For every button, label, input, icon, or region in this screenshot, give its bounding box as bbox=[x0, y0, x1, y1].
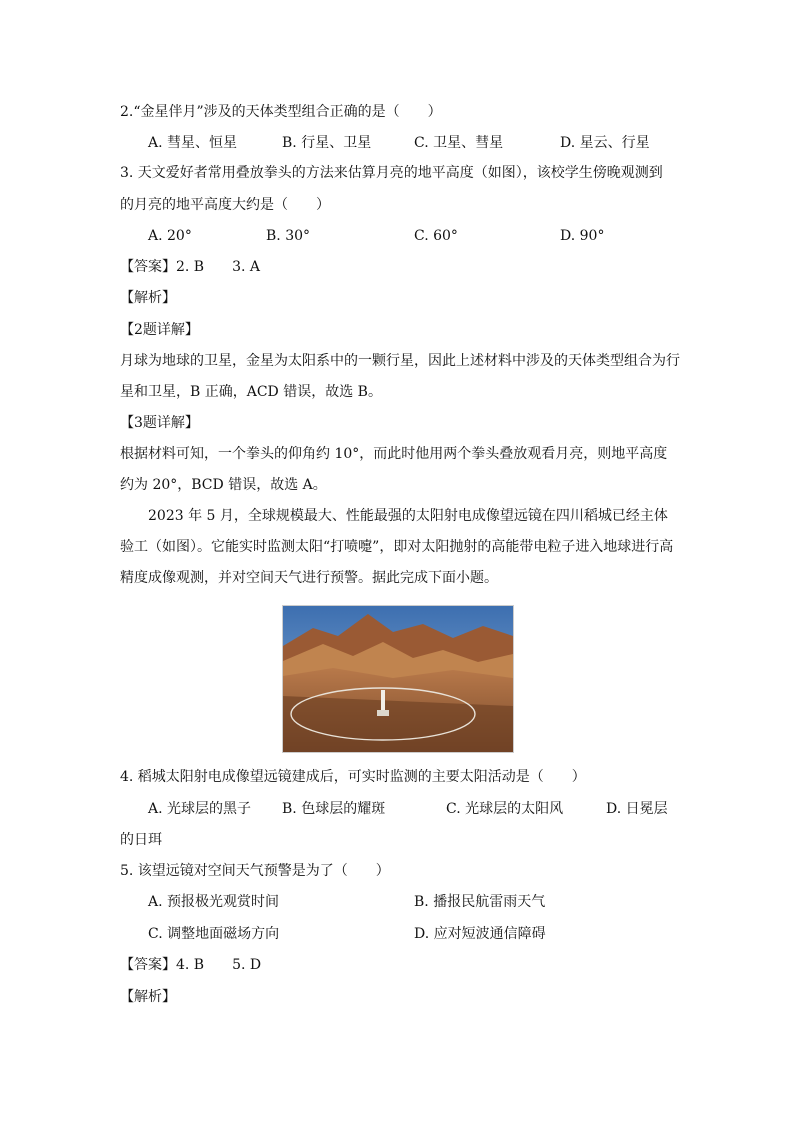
q5-option-c: C. 调整地面磁场方向 bbox=[148, 926, 280, 942]
detail-3-text: 根据材料可知，一个拳头的仰角约 10°，而此时他用两个拳头叠放观看月亮，则地平高度约为 20°，BCD 错误，故选 A。 bbox=[120, 446, 668, 493]
q3-stem-line2: 的月亮的地平高度大约是（ ） bbox=[120, 197, 330, 213]
q4-option-a: A. 光球层的黑子 bbox=[148, 801, 252, 817]
q2-option-c: C. 卫星、彗星 bbox=[414, 135, 504, 151]
answer-2-3: 【答案】2. B 3. A bbox=[120, 259, 261, 275]
q3-option-a: A. 20° bbox=[148, 228, 192, 244]
q5-stem: 5. 该望远镜对空间天气预警是为了（ ） bbox=[120, 863, 390, 879]
q2-stem: 2.“金星伴月”涉及的天体类型组合正确的是（ ） bbox=[120, 104, 442, 120]
q2-option-a: A. 彗星、恒星 bbox=[148, 135, 238, 151]
q5-option-d: D. 应对短波通信障碍 bbox=[414, 926, 546, 942]
analysis-heading-2: 【解析】 bbox=[120, 989, 176, 1005]
q4-stem: 4. 稻城太阳射电成像望远镜建成后，可实时监测的主要太阳活动是（ ） bbox=[120, 769, 586, 785]
detail-2-heading: 【2题详解】 bbox=[120, 322, 199, 338]
detail-2-text: 月球为地球的卫星，金星为太阳系中的一颗行星，因此上述材料中涉及的天体类型组合为行星和卫星，B 正确，ACD 错误，故选 B。 bbox=[120, 353, 680, 400]
q4-option-d-wrap: 的日珥 bbox=[120, 832, 162, 848]
material-paragraph: 2023 年 5 月，全球规模最大、性能最强的太阳射电成像望远镜在四川稻城已经主体验工（如图）。它能实时监测太阳“打喷嚏”，即对太阳抛射的高能带电粒子进入地球进行高精度成像观测，并对空间天气进行预警。据此完成下面小题。 bbox=[120, 508, 674, 586]
q5-option-b: B. 播报民航雷雨天气 bbox=[414, 894, 546, 910]
analysis-heading-1: 【解析】 bbox=[120, 290, 176, 306]
q5-option-a: A. 预报极光观赏时间 bbox=[148, 894, 280, 910]
q3-option-c: C. 60° bbox=[414, 228, 458, 244]
telescope-photo bbox=[282, 605, 514, 753]
q2-option-b: B. 行星、卫星 bbox=[282, 135, 372, 151]
q2-option-d: D. 星云、行星 bbox=[560, 135, 650, 151]
q3-option-b: B. 30° bbox=[266, 228, 311, 244]
answer-4-5: 【答案】4. B 5. D bbox=[120, 957, 262, 973]
detail-3-heading: 【3题详解】 bbox=[120, 415, 199, 431]
q3-stem-line1: 3. 天文爱好者常用叠放拳头的方法来估算月亮的地平高度（如图），该校学生傍晚观测到 bbox=[120, 165, 663, 181]
q4-option-d: D. 日冕层 bbox=[606, 801, 668, 817]
q3-option-d: D. 90° bbox=[560, 228, 605, 244]
q4-option-b: B. 色球层的耀斑 bbox=[282, 801, 386, 817]
q4-option-c: C. 光球层的太阳风 bbox=[446, 801, 564, 817]
